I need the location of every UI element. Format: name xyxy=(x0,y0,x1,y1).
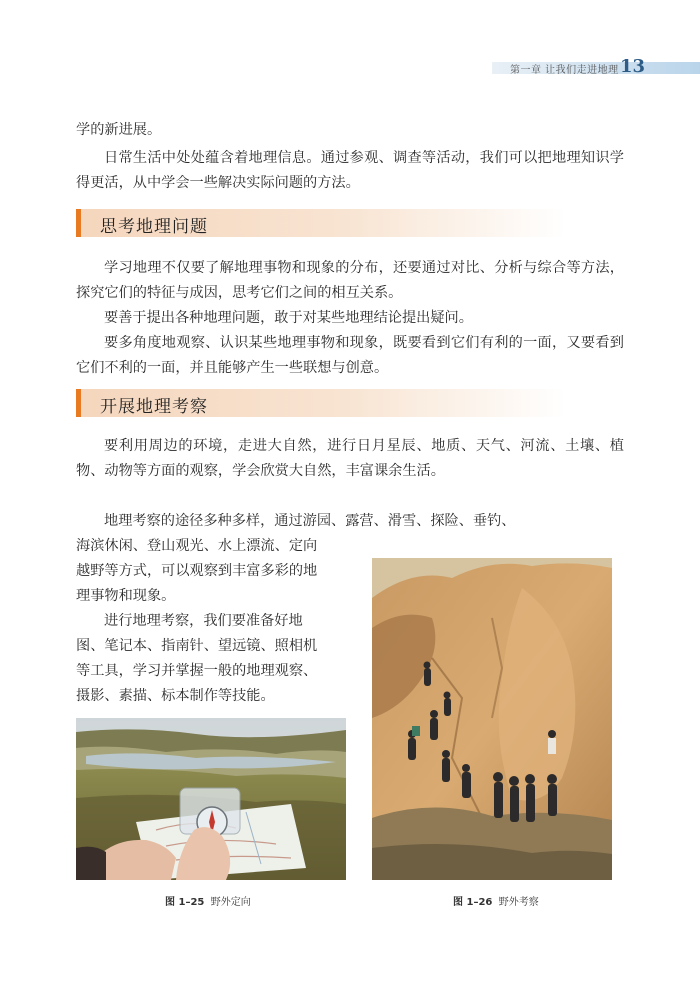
paragraph-line: 越野等方式，可以观察到丰富多彩的地 xyxy=(76,563,318,579)
figure-title: 野外考察 xyxy=(498,897,539,908)
paragraph-ask-questions: 要善于提出各种地理问题，敢于对某些地理结论提出疑问。 xyxy=(104,310,473,326)
section-title: 思考地理问题 xyxy=(100,217,208,237)
paragraph-continuation: 学的新进展。 xyxy=(76,122,162,138)
paragraph-line: 理事物和现象。 xyxy=(76,588,176,604)
photo-orienteering xyxy=(76,718,346,880)
section-heading-think xyxy=(76,209,566,237)
figure-number: 图 1–26 xyxy=(453,897,493,908)
photo-field-investigation xyxy=(372,558,612,880)
paragraph-line: 摄影、素描、标本制作等技能。 xyxy=(76,688,275,704)
section-heading-fieldwork xyxy=(76,389,566,417)
orienteering-illustration xyxy=(76,718,346,880)
paragraph-use-environment: 要利用周边的环境，走进大自然，进行日月星辰、地质、天气、河流、土壤、植物、动物等方面的观察，学会欣赏大自然，丰富课余生活。 xyxy=(76,438,624,479)
field-investigation-illustration xyxy=(372,558,612,880)
figure-number: 图 1–25 xyxy=(165,897,205,908)
paragraph-learn-geography: 学习地理不仅要了解地理事物和现象的分布，还要通过对比、分析与综合等方法，探究它们的特征与成因，思考它们之间的相互关系。 xyxy=(76,260,624,301)
paragraph-line: 海滨休闲、登山观光、水上漂流、定向 xyxy=(76,538,318,554)
figure-caption-1-25 xyxy=(165,893,251,908)
section-title: 开展地理考察 xyxy=(100,397,208,417)
paragraph-line: 地理考察的途径多种多样，通过游园、露营、滑雪、探险、垂钓、 xyxy=(104,513,516,529)
paragraph-line: 图、笔记本、指南针、望远镜、照相机 xyxy=(76,638,318,654)
paragraph-line: 进行地理考察，我们要准备好地 xyxy=(104,613,303,629)
chapter-title: 第一章 让我们走进地理 xyxy=(510,65,619,76)
section-accent-bar xyxy=(76,209,81,237)
figure-title: 野外定向 xyxy=(210,897,251,908)
paragraph-multi-angle: 要多角度地观察、认识某些地理事物和现象，既要看到它们有利的一面，又要看到它们不利的一面，并且能够产生一些联想与创意。 xyxy=(76,335,624,376)
paragraph-line: 等工具，学习并掌握一般的地理观察、 xyxy=(76,663,318,679)
paragraph-daily-life: 日常生活中处处蕴含着地理信息。通过参观、调查等活动，我们可以把地理知识学得更活，从中学会一些解决实际问题的方法。 xyxy=(76,150,624,191)
figure-caption-1-26 xyxy=(453,893,539,908)
page-number: 13 xyxy=(620,56,646,77)
section-accent-bar xyxy=(76,389,81,417)
